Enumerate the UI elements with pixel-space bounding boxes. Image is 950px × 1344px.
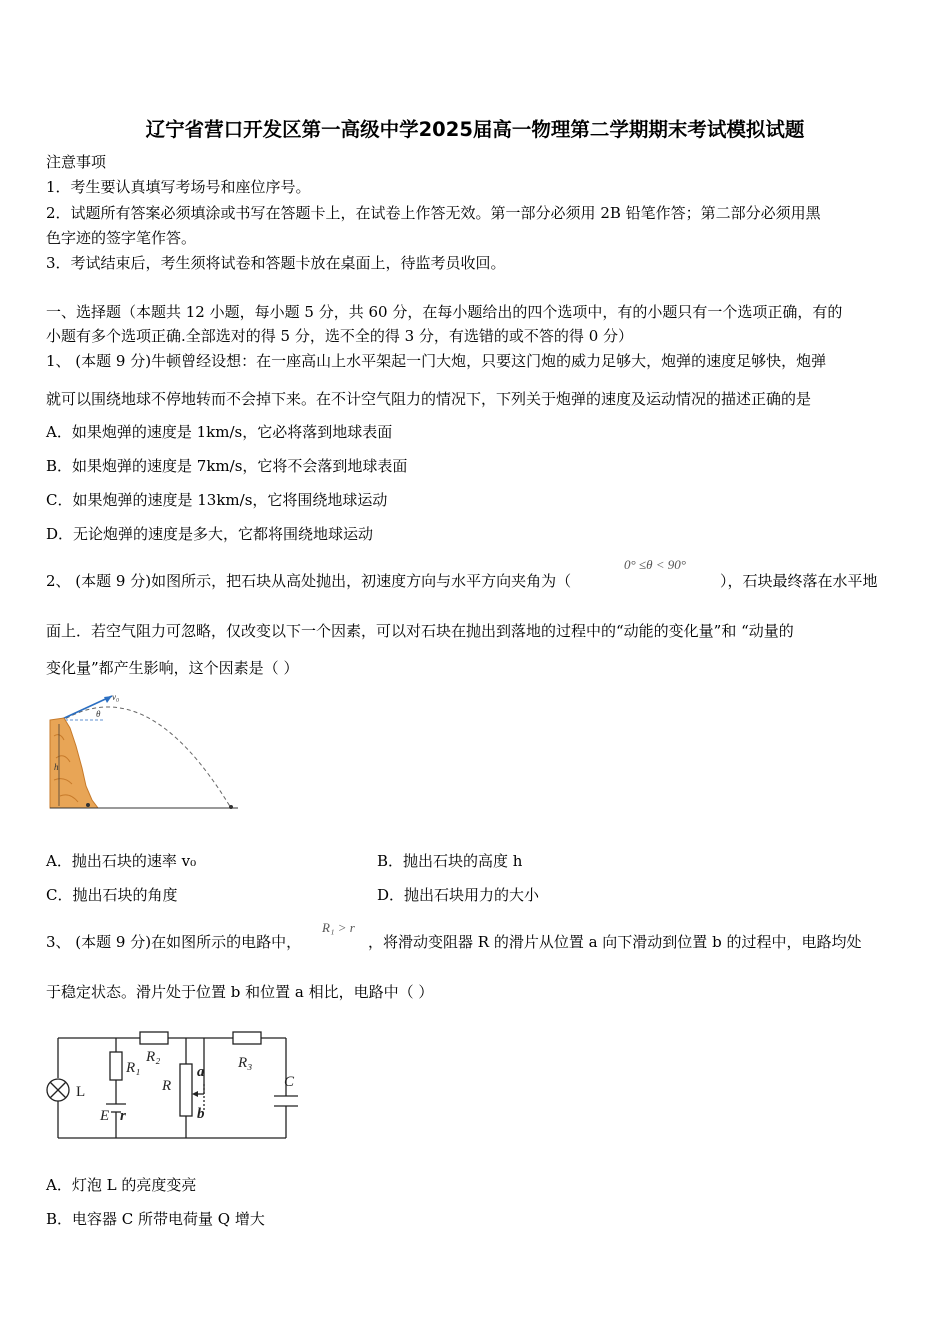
circuit-label-lamp: L	[76, 1084, 86, 1100]
circuit-label-c: C	[284, 1074, 295, 1090]
page-title: 辽宁省营口开发区第一高级中学2025届高一物理第二学期期末考试模拟试题	[145, 118, 805, 141]
circuit-label-internal-r: r	[120, 1108, 126, 1124]
question-1-option-a: A．如果炮弹的速度是 1km/s，它必将落到地球表面	[46, 423, 393, 441]
circuit-label-b: b	[197, 1106, 205, 1122]
circuit-label-r2: R₂	[146, 1049, 161, 1065]
notice-item: 3．考试结束后，考生须将试卷和答题卡放在桌面上，待监考员收回。	[46, 254, 506, 272]
question-2-stem: 2、 (本题 9 分)如图所示，把石块从高处抛出，初速度方向与水平方向夹角为（	[46, 572, 572, 590]
figure-label-theta: θ	[96, 709, 101, 719]
question-3-stem: 于稳定状态。滑片处于位置 b 和位置 a 相比，电路中（ ）	[46, 983, 434, 1001]
question-2-stem: 面上．若空气阻力可忽略，仅改变以下一个因素，可以对石块在抛出到落地的过程中的“动能的变化量”和 “动量的	[46, 622, 794, 640]
notice-heading: 注意事项	[46, 153, 107, 171]
question-2-option-b: B．抛出石块的高度 h	[377, 852, 523, 870]
question-1-option-d: D．无论炮弹的速度是多大，它都将围绕地球运动	[46, 525, 374, 543]
question-3-option-b: B．电容器 C 所带电荷量 Q 增大	[46, 1210, 265, 1228]
question-1-stem: 就可以围绕地球不停地转而不会掉下来。在不计空气阻力的情况下，下列关于炮弹的速度及运动情况的描述正确的是	[46, 390, 812, 408]
question-2-option-a: A．抛出石块的速率 v₀	[46, 852, 197, 870]
notice-item: 1．考生要认真填写考场号和座位序号。	[46, 178, 311, 196]
question-2-stem: 变化量”都产生影响，这个因素是（ ）	[46, 659, 299, 677]
figure-label-h: h	[54, 762, 59, 772]
section-intro: 一、选择题（本题共 12 小题，每小题 5 分，共 60 分，在每小题给出的四个选项中，有的小题只有一个选项正确，有的	[46, 303, 843, 321]
question-2-option-c: C．抛出石块的角度	[46, 886, 178, 904]
question-3-stem: 3、 (本题 9 分)在如图所示的电路中，	[46, 933, 302, 951]
question-3-stem: ，将滑动变阻器 R 的滑片从位置 a 向下滑动到位置 b 的过程中，电路均处	[368, 933, 862, 951]
circuit-label-e: E	[100, 1108, 110, 1124]
circuit-label-r: R	[162, 1078, 172, 1094]
question-1-option-c: C．如果炮弹的速度是 13km/s，它将围绕地球运动	[46, 491, 388, 509]
circuit-diagram	[44, 1024, 304, 1144]
figure-label-v0: v₀	[112, 692, 120, 702]
projectile-figure	[46, 688, 241, 813]
section-intro: 小题有多个选项正确.全部选对的得 5 分，选不全的得 3 分，有选错的或不答的得 0 分）	[46, 327, 634, 345]
circuit-label-r1: R₁	[126, 1060, 141, 1076]
notice-item: 2．试题所有答案必须填涂或书写在答题卡上，在试卷上作答无效。第一部分必须用 2B 铅笔作答；第二部分必须用黑	[46, 204, 821, 222]
notice-item: 色字迹的签字笔作答。	[46, 229, 197, 247]
question-1-stem: 1、 (本题 9 分)牛顿曾经设想：在一座高山上水平架起一门大炮，只要这门炮的威力足够大，炮弹的速度足够快，炮弹	[46, 352, 827, 370]
angle-range-formula: 0° ≤θ < 90°	[624, 557, 686, 572]
question-3-option-a: A．灯泡 L 的亮度变亮	[46, 1176, 197, 1194]
r1-condition-formula: R₁ > r	[322, 920, 355, 935]
question-2-stem: ），石块最终落在水平地	[720, 572, 878, 590]
question-2-option-d: D．抛出石块用力的大小	[377, 886, 540, 904]
circuit-label-r3: R₃	[238, 1055, 253, 1071]
circuit-label-a: a	[197, 1064, 205, 1080]
question-1-option-b: B．如果炮弹的速度是 7km/s，它将不会落到地球表面	[46, 457, 408, 475]
